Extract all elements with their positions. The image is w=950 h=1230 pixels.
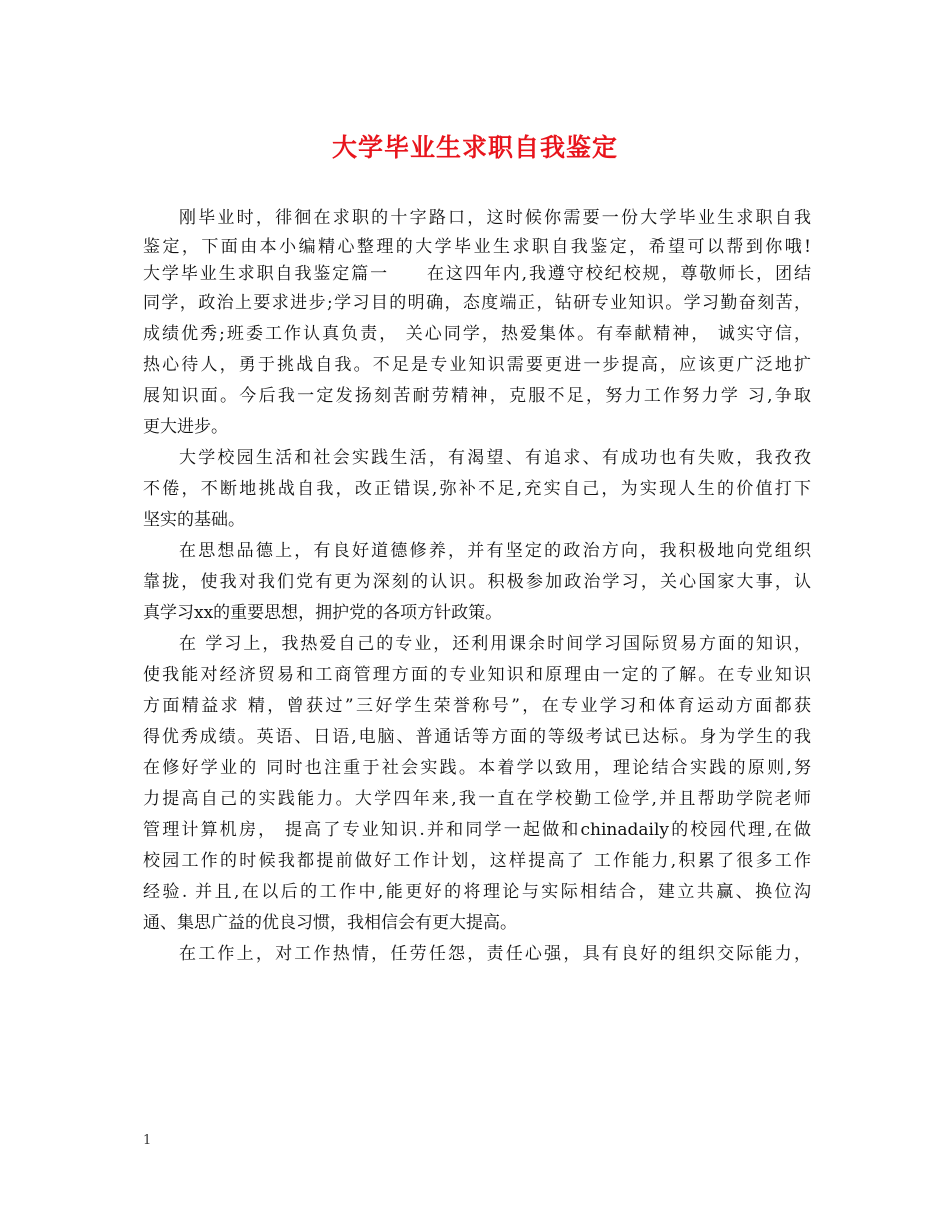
- document-body: [143, 203, 811, 970]
- text-line: 刚毕业时，徘徊在求职的十字路口，这时候你需要一份大学毕业生求职自我: [179, 208, 811, 228]
- text-line: 在修好学业的 同时也注重于社会实践。本着学以致用，理论结合实践的原则,努: [143, 758, 811, 778]
- text-line: 展知识面。今后我一定发扬刻苦耐劳精神，克服不足，努力工作努力学 习,争取: [143, 386, 811, 406]
- text-line: 通、集思广益的优良习惯，我相信会有更大提高。: [143, 913, 517, 933]
- document-title: 大学毕业生求职自我鉴定: [331, 133, 618, 162]
- text-line: 热心待人，勇于挑战自我。不足是专业知识需要更进一步提高，应该更广泛地扩: [143, 355, 811, 375]
- text-line: 使我能对经济贸易和工商管理方面的专业知识和原理由一定的了解。在专业知识: [143, 665, 811, 685]
- text-line: 大学校园生活和社会实践生活，有渴望、有追求、有成功也有失败，我孜孜: [179, 448, 811, 468]
- text-line: 在 学习上，我热爱自己的专业，还利用课余时间学习国际贸易方面的知识，: [179, 634, 811, 654]
- page-number: 1: [143, 1133, 152, 1148]
- text-line: 经验. 并且,在以后的工作中,能更好的将理论与实际相结合，建立共赢、换位沟: [143, 882, 811, 902]
- text-line: 在思想品德上，有良好道德修养，并有坚定的政治方向，我积极地向党组织: [179, 541, 811, 561]
- text-line: 得优秀成绩。英语、日语,电脑、普通话等方面的等级考试已达标。身为学生的我: [143, 727, 811, 747]
- text-line: 成绩优秀;班委工作认真负责， 关心同学，热爱集体。有奉献精神， 诚实守信，: [143, 324, 811, 344]
- text-line: 鉴定，下面由本小编精心整理的大学毕业生求职自我鉴定，希望可以帮到你哦!: [143, 237, 811, 257]
- text-line: 真学习xx的重要思想，拥护党的各项方针政策。: [143, 603, 503, 623]
- text-line: 校园工作的时候我都提前做好工作计划，这样提高了 工作能力,积累了很多工作: [143, 851, 811, 871]
- text-line: 坚实的基础。: [143, 510, 245, 530]
- text-line: 更大进步。: [143, 417, 228, 437]
- text-line: 大学毕业生求职自我鉴定篇一 在这四年内,我遵守校纪校规，尊敬师长，团结: [143, 264, 811, 284]
- text-line: 同学，政治上要求进步;学习目的明确，态度端正，钻研专业知识。学习勤奋刻苦，: [143, 293, 811, 313]
- text-line: 不倦，不断地挑战自我，改正错误,弥补不足,充实自己，为实现人生的价值打下: [143, 479, 811, 499]
- text-line: 力提高自己的实践能力。大学四年来,我一直在学校勤工俭学,并且帮助学院老师: [143, 789, 811, 809]
- text-line: 在工作上，对工作热情，任劳任怨，责任心强，具有良好的组织交际能力，: [179, 944, 811, 964]
- text-line: 方面精益求 精，曾获过”三好学生荣誉称号”，在专业学习和体育运动方面都获: [143, 696, 811, 716]
- text-line: 管理计算机房， 提高了专业知识.并和同学一起做和chinadaily的校园代理,在做: [143, 820, 811, 840]
- text-line: 靠拢，使我对我们党有更为深刻的认识。积极参加政治学习，关心国家大事，认: [143, 572, 811, 592]
